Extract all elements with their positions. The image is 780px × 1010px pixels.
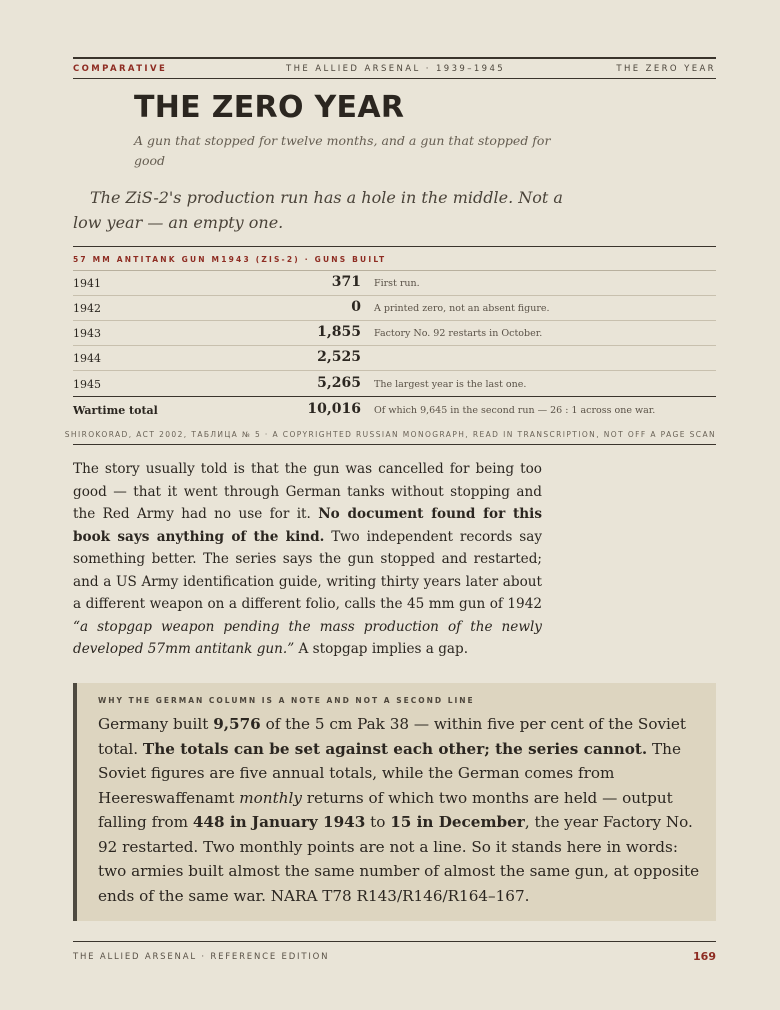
sidebar-text: [98, 712, 703, 908]
table-row: [73, 346, 716, 371]
sidebar-emphasis: 15 in December: [390, 813, 525, 831]
table-row: [73, 296, 716, 321]
sidebar-span: Germany built: [98, 715, 214, 733]
sidebar-span: The Soviet figures are five annual totals, while the German comes from Heereswaffenamt: [98, 739, 681, 807]
book-label: THE ALLIED ARSENAL · 1939–1945: [286, 64, 506, 74]
table-source: SHIROKORAD, ACT 2002, ТАБЛИЦА № 5 · A COPYRIGHTED RUSSIAN MONOGRAPH, READ IN TRANSCRIPTION, NOT OFF A PAGE SCAN: [64, 430, 716, 439]
sidebar-span: returns of which two months are held — output falling from: [98, 788, 673, 831]
top-rule-2: [73, 78, 716, 79]
row-year: 1943: [73, 327, 101, 340]
chapter-label: THE ZERO YEAR: [616, 64, 716, 74]
body-text: [73, 458, 542, 661]
row-note: The largest year is the last one.: [374, 379, 527, 390]
footer-rule: [73, 941, 716, 942]
sidebar-italic: monthly: [239, 788, 302, 807]
body-emphasis: No document found for this book says anything of the kind.: [73, 506, 543, 545]
page-subtitle: A gun that stopped for twelve months, and a gun that stopped for good: [134, 133, 551, 168]
sidebar-paragraph: [98, 712, 703, 908]
body-span: Two independent records say something better. The series says the gun stopped and restarted; and a US Army identification guide, writing thirty years later about a different weapon on a different folio, calls the 45 mm gun of 1942: [73, 528, 543, 612]
page-title: THE ZERO YEAR: [134, 90, 405, 125]
row-note: Factory No. 92 restarts in October.: [374, 328, 543, 339]
lede: The ZiS-2's production run has a hole in the middle. Not a low year — an empty one.: [73, 188, 563, 232]
page-number: 169: [693, 950, 716, 963]
section-label: COMPARATIVE: [73, 64, 168, 74]
table-title: 57 MM ANTITANK GUN M1943 (ZIS-2) · GUNS BUILT: [73, 255, 387, 264]
sidebar-emphasis: 9,576: [213, 715, 261, 733]
row-value: 1,855: [317, 324, 361, 340]
sidebar-accent-bar: [73, 683, 77, 921]
row-value: 2,525: [317, 349, 361, 365]
sidebar-span: of the 5 cm Pak 38 — within five per cent of the Soviet total.: [98, 715, 686, 758]
table-row: [73, 321, 716, 346]
row-year: 1945: [73, 378, 101, 391]
row-value: 371: [331, 274, 361, 290]
sidebar-box: [73, 683, 716, 921]
row-year: 1942: [73, 302, 101, 315]
sidebar-span: , the year Factory No. 92 restarted. Two monthly points are not a line. So it stands here in words: two armies built almost the same number of almost the same gun, at opposite ends of the same war. NARA T78 R143/R146/R164–167.: [98, 813, 700, 905]
row-year: 1944: [73, 352, 101, 365]
row-value: 0: [351, 299, 361, 315]
row-divider: [73, 370, 716, 371]
table-top-rule: [73, 246, 716, 247]
total-note: Of which 9,645 in the second run — 26 : 1 across one war.: [374, 405, 656, 416]
table-bottom-rule: [73, 444, 716, 445]
running-head: [73, 64, 716, 76]
row-divider: [73, 396, 716, 397]
top-rule: [73, 57, 716, 59]
row-note: First run.: [374, 278, 420, 289]
body-span: A stopgap implies a gap.: [294, 641, 469, 657]
footer-edition: THE ALLIED ARSENAL · REFERENCE EDITION: [73, 952, 330, 962]
body-span: The story usually told is that the gun was cancelled for being too good — that it went through German tanks without stopping and the Red Army had no use for it.: [73, 461, 542, 522]
table-total-row: [73, 398, 716, 423]
total-value: 10,016: [307, 401, 361, 417]
sidebar-emphasis: 448 in January 1943: [192, 813, 366, 831]
row-year: 1941: [73, 277, 101, 290]
row-note: A printed zero, not an absent figure.: [374, 303, 550, 314]
body-quote: “a stopgap weapon pending the mass production of the newly developed 57mm antitank gun.”: [73, 618, 542, 657]
sidebar-emphasis: The totals can be set against each other; the series cannot.: [142, 739, 648, 758]
body-paragraph: [73, 458, 542, 661]
sidebar-span: to: [365, 813, 391, 831]
table-row: [73, 372, 716, 397]
total-label: Wartime total: [73, 404, 158, 417]
row-value: 5,265: [317, 375, 361, 391]
sidebar-kicker: WHY THE GERMAN COLUMN IS A NOTE AND NOT A SECOND LINE: [98, 696, 475, 705]
table-row: [73, 271, 716, 296]
